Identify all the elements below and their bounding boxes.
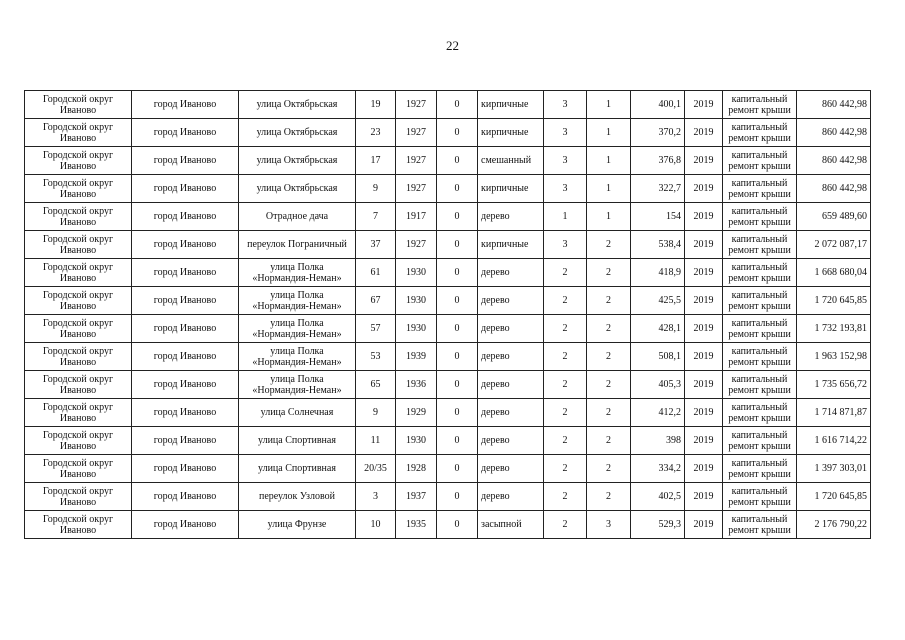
cost-cell: 1 616 714,22 (797, 427, 871, 455)
entrances-cell: 2 (587, 231, 631, 259)
year-plan-cell: 2019 (685, 483, 723, 511)
year-built-cell: 1930 (396, 287, 437, 315)
year-built-cell: 1927 (396, 175, 437, 203)
work-type-cell: капитальный ремонт крыши (723, 371, 797, 399)
floors-cell: 2 (544, 511, 587, 539)
year-plan-cell: 2019 (685, 343, 723, 371)
settlement-cell: город Иваново (132, 287, 239, 315)
settlement-cell: город Иваново (132, 315, 239, 343)
wall-material-cell: дерево (478, 315, 544, 343)
house-number-cell: 57 (356, 315, 396, 343)
year-plan-cell: 2019 (685, 231, 723, 259)
cost-cell: 1 735 656,72 (797, 371, 871, 399)
street-cell: улица Полка «Нормандия-Неман» (239, 315, 356, 343)
cost-cell: 1 714 871,87 (797, 399, 871, 427)
municipality-cell: Городской округ Иваново (25, 231, 132, 259)
area-cell: 529,3 (631, 511, 685, 539)
wall-material-cell: кирпичные (478, 175, 544, 203)
street-cell: улица Спортивная (239, 455, 356, 483)
work-type-cell: капитальный ремонт крыши (723, 91, 797, 119)
year-built-cell: 1928 (396, 455, 437, 483)
year-built-cell: 1939 (396, 343, 437, 371)
entrances-cell: 1 (587, 175, 631, 203)
table-row (25, 483, 871, 511)
settlement-cell: город Иваново (132, 455, 239, 483)
area-cell: 428,1 (631, 315, 685, 343)
floors-cell: 3 (544, 147, 587, 175)
table-row (25, 147, 871, 175)
table-row (25, 259, 871, 287)
year-renovated-cell: 0 (437, 511, 478, 539)
year-built-cell: 1927 (396, 231, 437, 259)
wall-material-cell: дерево (478, 483, 544, 511)
house-number-cell: 10 (356, 511, 396, 539)
street-cell: улица Октябрьская (239, 147, 356, 175)
year-renovated-cell: 0 (437, 287, 478, 315)
house-number-cell: 23 (356, 119, 396, 147)
wall-material-cell: кирпичные (478, 119, 544, 147)
street-cell: улица Полка «Нормандия-Неман» (239, 287, 356, 315)
year-plan-cell: 2019 (685, 91, 723, 119)
area-cell: 398 (631, 427, 685, 455)
floors-cell: 2 (544, 455, 587, 483)
year-renovated-cell: 0 (437, 147, 478, 175)
cost-cell: 2 072 087,17 (797, 231, 871, 259)
wall-material-cell: дерево (478, 455, 544, 483)
year-renovated-cell: 0 (437, 91, 478, 119)
house-number-cell: 20/35 (356, 455, 396, 483)
municipality-cell: Городской округ Иваново (25, 483, 132, 511)
cost-cell: 860 442,98 (797, 119, 871, 147)
house-number-cell: 7 (356, 203, 396, 231)
street-cell: улица Октябрьская (239, 175, 356, 203)
area-cell: 412,2 (631, 399, 685, 427)
year-renovated-cell: 0 (437, 455, 478, 483)
wall-material-cell: дерево (478, 427, 544, 455)
table-row (25, 175, 871, 203)
floors-cell: 2 (544, 483, 587, 511)
wall-material-cell: смешанный (478, 147, 544, 175)
settlement-cell: город Иваново (132, 427, 239, 455)
work-type-cell: капитальный ремонт крыши (723, 427, 797, 455)
year-renovated-cell: 0 (437, 483, 478, 511)
area-cell: 418,9 (631, 259, 685, 287)
year-renovated-cell: 0 (437, 315, 478, 343)
house-number-cell: 17 (356, 147, 396, 175)
year-built-cell: 1927 (396, 91, 437, 119)
street-cell: улица Спортивная (239, 427, 356, 455)
area-cell: 370,2 (631, 119, 685, 147)
house-number-cell: 9 (356, 399, 396, 427)
work-type-cell: капитальный ремонт крыши (723, 231, 797, 259)
wall-material-cell: дерево (478, 287, 544, 315)
entrances-cell: 1 (587, 91, 631, 119)
entrances-cell: 2 (587, 259, 631, 287)
wall-material-cell: дерево (478, 399, 544, 427)
street-cell: улица Солнечная (239, 399, 356, 427)
year-renovated-cell: 0 (437, 399, 478, 427)
municipality-cell: Городской округ Иваново (25, 371, 132, 399)
table-row (25, 343, 871, 371)
year-renovated-cell: 0 (437, 371, 478, 399)
street-cell: улица Полка «Нормандия-Неман» (239, 259, 356, 287)
entrances-cell: 1 (587, 147, 631, 175)
year-plan-cell: 2019 (685, 203, 723, 231)
entrances-cell: 2 (587, 455, 631, 483)
work-type-cell: капитальный ремонт крыши (723, 483, 797, 511)
street-cell: улица Полка «Нормандия-Неман» (239, 371, 356, 399)
work-type-cell: капитальный ремонт крыши (723, 399, 797, 427)
floors-cell: 2 (544, 399, 587, 427)
settlement-cell: город Иваново (132, 147, 239, 175)
entrances-cell: 1 (587, 203, 631, 231)
year-plan-cell: 2019 (685, 371, 723, 399)
year-built-cell: 1935 (396, 511, 437, 539)
year-plan-cell: 2019 (685, 455, 723, 483)
wall-material-cell: дерево (478, 371, 544, 399)
year-renovated-cell: 0 (437, 231, 478, 259)
wall-material-cell: дерево (478, 343, 544, 371)
year-plan-cell: 2019 (685, 119, 723, 147)
house-number-cell: 67 (356, 287, 396, 315)
entrances-cell: 2 (587, 371, 631, 399)
cost-cell: 1 668 680,04 (797, 259, 871, 287)
year-built-cell: 1929 (396, 399, 437, 427)
work-type-cell: капитальный ремонт крыши (723, 455, 797, 483)
house-number-cell: 9 (356, 175, 396, 203)
entrances-cell: 2 (587, 343, 631, 371)
house-number-cell: 53 (356, 343, 396, 371)
table-row (25, 511, 871, 539)
street-cell: улица Октябрьская (239, 91, 356, 119)
year-built-cell: 1927 (396, 119, 437, 147)
area-cell: 538,4 (631, 231, 685, 259)
wall-material-cell: кирпичные (478, 91, 544, 119)
floors-cell: 3 (544, 231, 587, 259)
municipality-cell: Городской округ Иваново (25, 315, 132, 343)
area-cell: 322,7 (631, 175, 685, 203)
municipality-cell: Городской округ Иваново (25, 203, 132, 231)
table-row (25, 119, 871, 147)
municipality-cell: Городской округ Иваново (25, 91, 132, 119)
year-renovated-cell: 0 (437, 203, 478, 231)
year-plan-cell: 2019 (685, 147, 723, 175)
street-cell: улица Полка «Нормандия-Неман» (239, 343, 356, 371)
floors-cell: 3 (544, 91, 587, 119)
work-type-cell: капитальный ремонт крыши (723, 147, 797, 175)
cost-cell: 1 720 645,85 (797, 483, 871, 511)
area-cell: 405,3 (631, 371, 685, 399)
year-renovated-cell: 0 (437, 343, 478, 371)
area-cell: 154 (631, 203, 685, 231)
settlement-cell: город Иваново (132, 483, 239, 511)
cost-cell: 860 442,98 (797, 147, 871, 175)
floors-cell: 3 (544, 119, 587, 147)
year-built-cell: 1930 (396, 315, 437, 343)
year-built-cell: 1937 (396, 483, 437, 511)
municipality-cell: Городской округ Иваново (25, 147, 132, 175)
house-number-cell: 37 (356, 231, 396, 259)
work-type-cell: капитальный ремонт крыши (723, 511, 797, 539)
floors-cell: 3 (544, 175, 587, 203)
work-type-cell: капитальный ремонт крыши (723, 175, 797, 203)
municipality-cell: Городской округ Иваново (25, 259, 132, 287)
year-plan-cell: 2019 (685, 259, 723, 287)
year-built-cell: 1930 (396, 427, 437, 455)
street-cell: переулок Узловой (239, 483, 356, 511)
municipality-cell: Городской округ Иваново (25, 455, 132, 483)
municipality-cell: Городской округ Иваново (25, 343, 132, 371)
cost-cell: 860 442,98 (797, 175, 871, 203)
settlement-cell: город Иваново (132, 119, 239, 147)
table-row (25, 399, 871, 427)
municipality-cell: Городской округ Иваново (25, 287, 132, 315)
area-cell: 402,5 (631, 483, 685, 511)
entrances-cell: 2 (587, 315, 631, 343)
wall-material-cell: дерево (478, 203, 544, 231)
work-type-cell: капитальный ремонт крыши (723, 287, 797, 315)
cost-cell: 1 397 303,01 (797, 455, 871, 483)
year-plan-cell: 2019 (685, 511, 723, 539)
area-cell: 334,2 (631, 455, 685, 483)
table-row (25, 91, 871, 119)
year-plan-cell: 2019 (685, 315, 723, 343)
floors-cell: 2 (544, 371, 587, 399)
floors-cell: 2 (544, 427, 587, 455)
house-number-cell: 19 (356, 91, 396, 119)
street-cell: улица Октябрьская (239, 119, 356, 147)
area-cell: 508,1 (631, 343, 685, 371)
year-renovated-cell: 0 (437, 427, 478, 455)
page-number: 22 (446, 38, 459, 53)
wall-material-cell: засыпной (478, 511, 544, 539)
table-row (25, 455, 871, 483)
municipality-cell: Городской округ Иваново (25, 175, 132, 203)
cost-cell: 860 442,98 (797, 91, 871, 119)
area-cell: 400,1 (631, 91, 685, 119)
area-cell: 376,8 (631, 147, 685, 175)
year-built-cell: 1930 (396, 259, 437, 287)
floors-cell: 2 (544, 343, 587, 371)
entrances-cell: 2 (587, 287, 631, 315)
settlement-cell: город Иваново (132, 231, 239, 259)
table-row (25, 427, 871, 455)
floors-cell: 2 (544, 287, 587, 315)
table-row (25, 371, 871, 399)
settlement-cell: город Иваново (132, 91, 239, 119)
municipality-cell: Городской округ Иваново (25, 399, 132, 427)
work-type-cell: капитальный ремонт крыши (723, 203, 797, 231)
settlement-cell: город Иваново (132, 175, 239, 203)
table-row (25, 315, 871, 343)
settlement-cell: город Иваново (132, 203, 239, 231)
work-type-cell: капитальный ремонт крыши (723, 259, 797, 287)
table-body (25, 91, 871, 539)
municipality-cell: Городской округ Иваново (25, 511, 132, 539)
year-renovated-cell: 0 (437, 175, 478, 203)
house-number-cell: 65 (356, 371, 396, 399)
wall-material-cell: дерево (478, 259, 544, 287)
settlement-cell: город Иваново (132, 343, 239, 371)
work-type-cell: капитальный ремонт крыши (723, 119, 797, 147)
cost-cell: 1 732 193,81 (797, 315, 871, 343)
area-cell: 425,5 (631, 287, 685, 315)
municipality-cell: Городской округ Иваново (25, 427, 132, 455)
wall-material-cell: кирпичные (478, 231, 544, 259)
work-type-cell: капитальный ремонт крыши (723, 343, 797, 371)
floors-cell: 2 (544, 315, 587, 343)
housing-repair-table (24, 90, 871, 539)
house-number-cell: 3 (356, 483, 396, 511)
year-built-cell: 1917 (396, 203, 437, 231)
street-cell: улица Фрунзе (239, 511, 356, 539)
cost-cell: 659 489,60 (797, 203, 871, 231)
year-plan-cell: 2019 (685, 399, 723, 427)
cost-cell: 2 176 790,22 (797, 511, 871, 539)
street-cell: Отрадное дача (239, 203, 356, 231)
settlement-cell: город Иваново (132, 259, 239, 287)
year-renovated-cell: 0 (437, 119, 478, 147)
house-number-cell: 61 (356, 259, 396, 287)
entrances-cell: 1 (587, 119, 631, 147)
settlement-cell: город Иваново (132, 371, 239, 399)
table-row (25, 287, 871, 315)
year-built-cell: 1927 (396, 147, 437, 175)
house-number-cell: 11 (356, 427, 396, 455)
entrances-cell: 3 (587, 511, 631, 539)
street-cell: переулок Пограничный (239, 231, 356, 259)
year-renovated-cell: 0 (437, 259, 478, 287)
settlement-cell: город Иваново (132, 511, 239, 539)
floors-cell: 1 (544, 203, 587, 231)
cost-cell: 1 963 152,98 (797, 343, 871, 371)
entrances-cell: 2 (587, 427, 631, 455)
table-row (25, 231, 871, 259)
entrances-cell: 2 (587, 483, 631, 511)
table-row (25, 203, 871, 231)
year-plan-cell: 2019 (685, 287, 723, 315)
floors-cell: 2 (544, 259, 587, 287)
work-type-cell: капитальный ремонт крыши (723, 315, 797, 343)
municipality-cell: Городской округ Иваново (25, 119, 132, 147)
settlement-cell: город Иваново (132, 399, 239, 427)
entrances-cell: 2 (587, 399, 631, 427)
year-plan-cell: 2019 (685, 175, 723, 203)
year-built-cell: 1936 (396, 371, 437, 399)
cost-cell: 1 720 645,85 (797, 287, 871, 315)
year-plan-cell: 2019 (685, 427, 723, 455)
